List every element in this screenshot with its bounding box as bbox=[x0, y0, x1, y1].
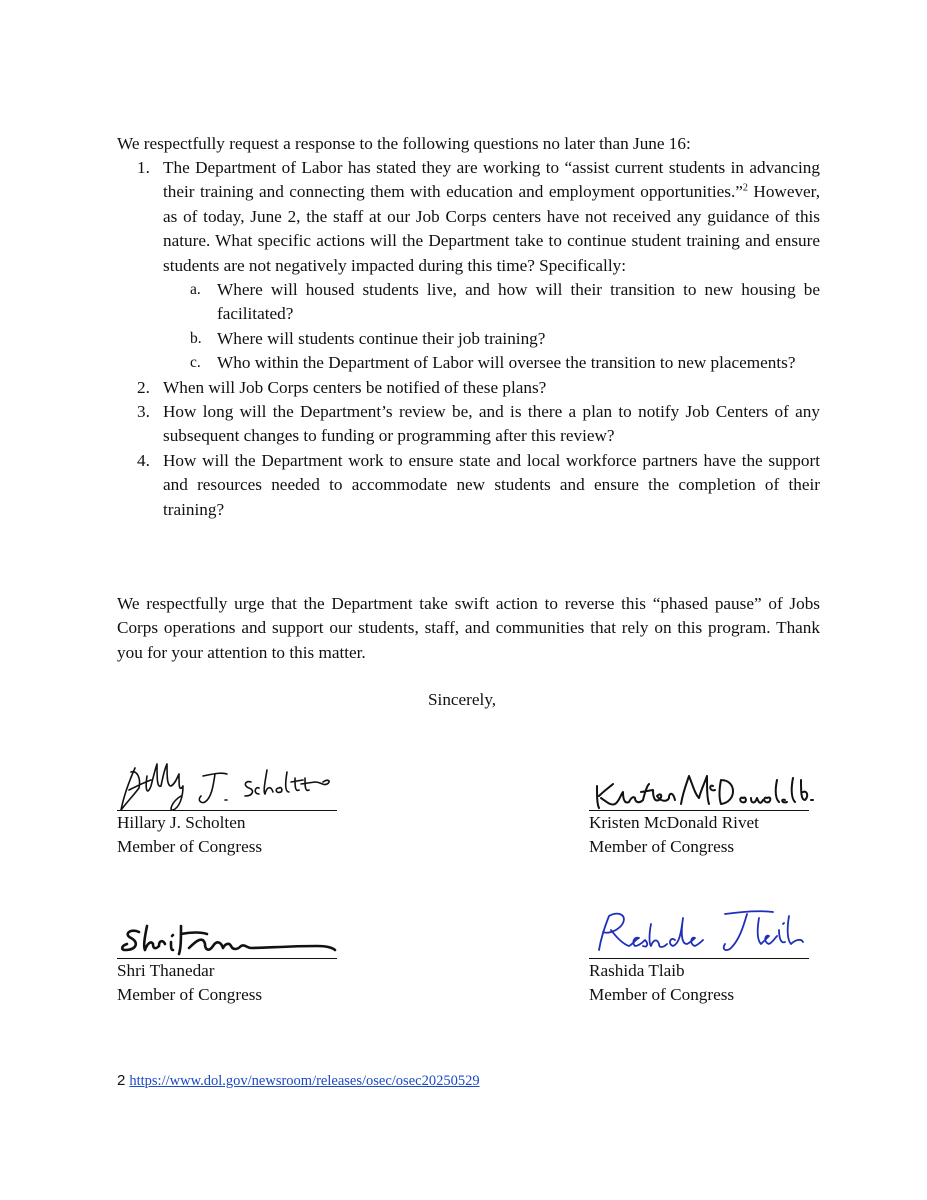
question-number: 3. bbox=[137, 402, 150, 422]
signatory-title: Member of Congress bbox=[117, 985, 263, 1005]
footnote-link[interactable]: https://www.dol.gov/newsroom/releases/osec/osec20250529 bbox=[129, 1073, 480, 1089]
question-text-continued: However, as of today, June 2, the staff at our Job Corps centers have not received any guidance of this nature. What specific actions will the Department take to continue student training and ensure students are not negatively impacted during this time? Specifically: bbox=[163, 182, 821, 275]
closing-paragraph: We respectfully urge that the Department take swift action to reverse this “phased pause” of Jobs Corps operations and support our students, staff, and communities that rely on this program. Thank you for your attention to this matter. bbox=[117, 594, 820, 662]
question-item bbox=[117, 156, 820, 376]
sub-question-item bbox=[163, 327, 820, 351]
signatory-title: Member of Congress bbox=[589, 985, 735, 1005]
questions-list bbox=[117, 156, 820, 522]
sub-question-item bbox=[163, 351, 820, 375]
sub-question-text: Where will students continue their job training? bbox=[217, 328, 546, 348]
question-text: How long will the Department’s review be, and is there a plan to notify Job Centers of any subsequent changes to funding or programming after this review? bbox=[163, 402, 820, 446]
signatory-name: Shri Thanedar bbox=[117, 961, 215, 980]
sub-question-text: Who within the Department of Labor will oversee the transition to new placements? bbox=[217, 353, 796, 373]
footnote-mark: 2 bbox=[117, 1072, 126, 1089]
signatory-title: Member of Congress bbox=[117, 837, 263, 857]
question-text: When will Job Corps centers be notified of these plans? bbox=[163, 377, 547, 397]
signature-line bbox=[589, 758, 809, 811]
signature-block-mcdonald-rivet bbox=[589, 758, 809, 860]
sub-question-letter: a. bbox=[190, 281, 201, 299]
signatory-title: Member of Congress bbox=[589, 837, 735, 857]
handwritten-signature-tlaib bbox=[589, 904, 819, 964]
signature-block-scholten bbox=[117, 758, 337, 860]
signature-line bbox=[117, 758, 337, 811]
question-number: 2. bbox=[137, 377, 150, 397]
question-item bbox=[117, 400, 820, 449]
sub-question-letter: c. bbox=[190, 354, 201, 372]
question-number: 4. bbox=[137, 450, 150, 470]
sign-off: Sincerely, bbox=[428, 690, 497, 709]
sub-question-item bbox=[163, 278, 820, 327]
sub-question-text: Where will housed students live, and how will their transition to new housing be facilitated? bbox=[217, 280, 820, 324]
sub-questions-list bbox=[163, 278, 820, 376]
signatory-name: Rashida Tlaib bbox=[589, 961, 685, 980]
signature-block-tlaib bbox=[589, 906, 809, 1008]
signature-block-thanedar bbox=[117, 906, 337, 1008]
intro-paragraph: We respectfully request a response to the following questions no later than June 16: bbox=[117, 134, 691, 153]
sub-question-letter: b. bbox=[190, 329, 202, 347]
signature-line bbox=[117, 906, 337, 959]
question-number: 1. bbox=[137, 158, 150, 177]
question-item bbox=[117, 449, 820, 522]
footnote bbox=[117, 1071, 480, 1091]
handwritten-signature-mcdonald-rivet bbox=[589, 756, 819, 816]
question-text: The Department of Labor has stated they are working to “assist current students in advancing their training and connecting them with education and employment opportunities.” bbox=[163, 158, 820, 202]
signature-line bbox=[589, 906, 809, 959]
footnote-reference: 2 bbox=[742, 182, 748, 194]
handwritten-signature-thanedar bbox=[117, 904, 347, 964]
signatory-name: Kristen McDonald Rivet bbox=[589, 813, 759, 832]
signatory-name: Hillary J. Scholten bbox=[117, 813, 246, 832]
question-text: How will the Department work to ensure state and local workforce partners have the support and resources needed to accommodate new students and ensure the completion of their training? bbox=[163, 450, 820, 519]
handwritten-signature-scholten bbox=[117, 756, 347, 816]
question-item bbox=[117, 376, 820, 400]
